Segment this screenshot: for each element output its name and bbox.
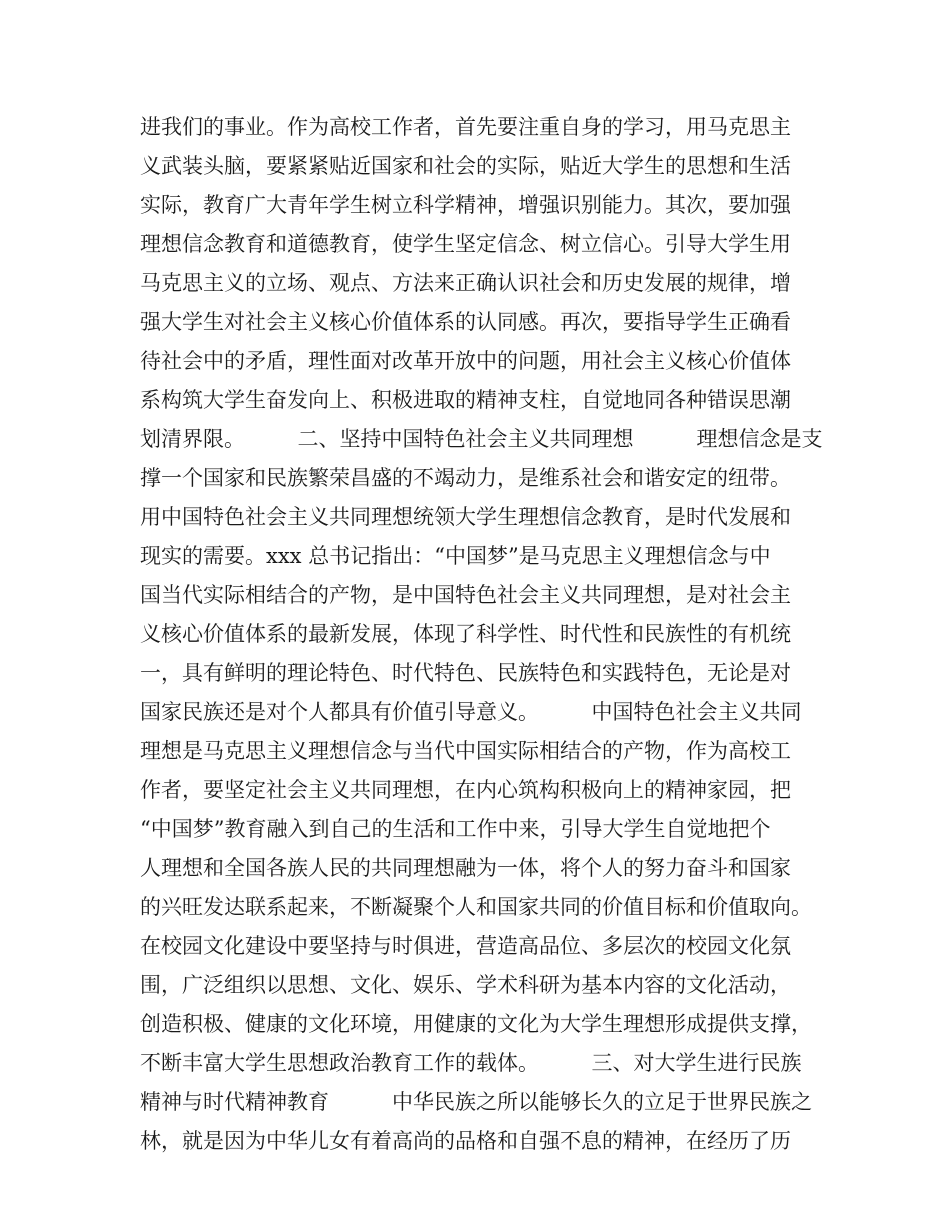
text-line: 林，就是因为中华儿女有着高尚的品格和自强不息的精神，在经历了历 xyxy=(140,1129,791,1153)
text-line: 一，具有鲜明的理论特色、时代特色、民族特色和实践特色，无论是对 xyxy=(140,661,791,685)
text-line: 的兴旺发达联系起来，不断凝聚个人和国家共同的价值目标和价值取向。 xyxy=(140,895,812,919)
text-line: “中国梦”教育融入到自己的生活和工作中来，引导大学生自觉地把个 xyxy=(140,817,771,841)
text-line: 撑一个国家和民族繁荣昌盛的不竭动力，是维系社会和谐安定的纽带。 xyxy=(140,466,791,490)
text-line: 强大学生对社会主义核心价值体系的认同感。再次，要指导学生正确看 xyxy=(140,310,791,334)
text-line: 在校园文化建设中要坚持与时俱进，营造高品位、多层次的校园文化氛 xyxy=(140,934,791,958)
text-line: 进我们的事业。作为高校工作者，首先要注重自身的学习，用马克思主 xyxy=(140,115,791,139)
text-line: 人理想和全国各族人民的共同理想融为一体，将个人的努力奋斗和国家 xyxy=(140,856,791,880)
text-line: 现实的需要。xxx 总书记指出：“中国梦”是马克思主义理想信念与中 xyxy=(140,544,771,568)
text-line: 理想信念教育和道德教育，使学生坚定信念、树立信心。引导大学生用 xyxy=(140,232,791,256)
text-line: 作者，要坚定社会主义共同理想，在内心筑构积极向上的精神家园，把 xyxy=(140,778,791,802)
body-text xyxy=(140,108,830,1161)
text-line: 创造积极、健康的文化环境，用健康的文化为大学生理想形成提供支撑， xyxy=(140,1012,812,1036)
text-line: 国家民族还是对个人都具有价值引导意义。 中国特色社会主义共同 xyxy=(140,700,802,724)
text-line: 义武装头脑，要紧紧贴近国家和社会的实际，贴近大学生的思想和生活 xyxy=(140,154,791,178)
text-line: 国当代实际相结合的产物，是中国特色社会主义共同理想，是对社会主 xyxy=(140,583,791,607)
text-line: 不断丰富大学生思想政治教育工作的载体。 三、对大学生进行民族 xyxy=(140,1051,802,1075)
text-line: 用中国特色社会主义共同理想统领大学生理想信念教育，是时代发展和 xyxy=(140,505,791,529)
text-line: 义核心价值体系的最新发展，体现了科学性、时代性和民族性的有机统 xyxy=(140,622,791,646)
text-line: 待社会中的矛盾，理性面对改革开放中的问题，用社会主义核心价值体 xyxy=(140,349,791,373)
text-line: 精神与时代精神教育 中华民族之所以能够长久的立足于世界民族之 xyxy=(140,1090,812,1114)
text-line: 划清界限。 二、坚持中国特色社会主义共同理想 理想信念是支 xyxy=(140,427,823,451)
text-line: 理想是马克思主义理想信念与当代中国实际相结合的产物，作为高校工 xyxy=(140,739,791,763)
text-line: 马克思主义的立场、观点、方法来正确认识社会和历史发展的规律，增 xyxy=(140,271,791,295)
text-line: 围，广泛组织以思想、文化、娱乐、学术科研为基本内容的文化活动， xyxy=(140,973,791,997)
text-line: 实际，教育广大青年学生树立科学精神，增强识别能力。其次，要加强 xyxy=(140,193,791,217)
text-line: 系构筑大学生奋发向上、积极进取的精神支柱，自觉地同各种错误思潮 xyxy=(140,388,791,412)
